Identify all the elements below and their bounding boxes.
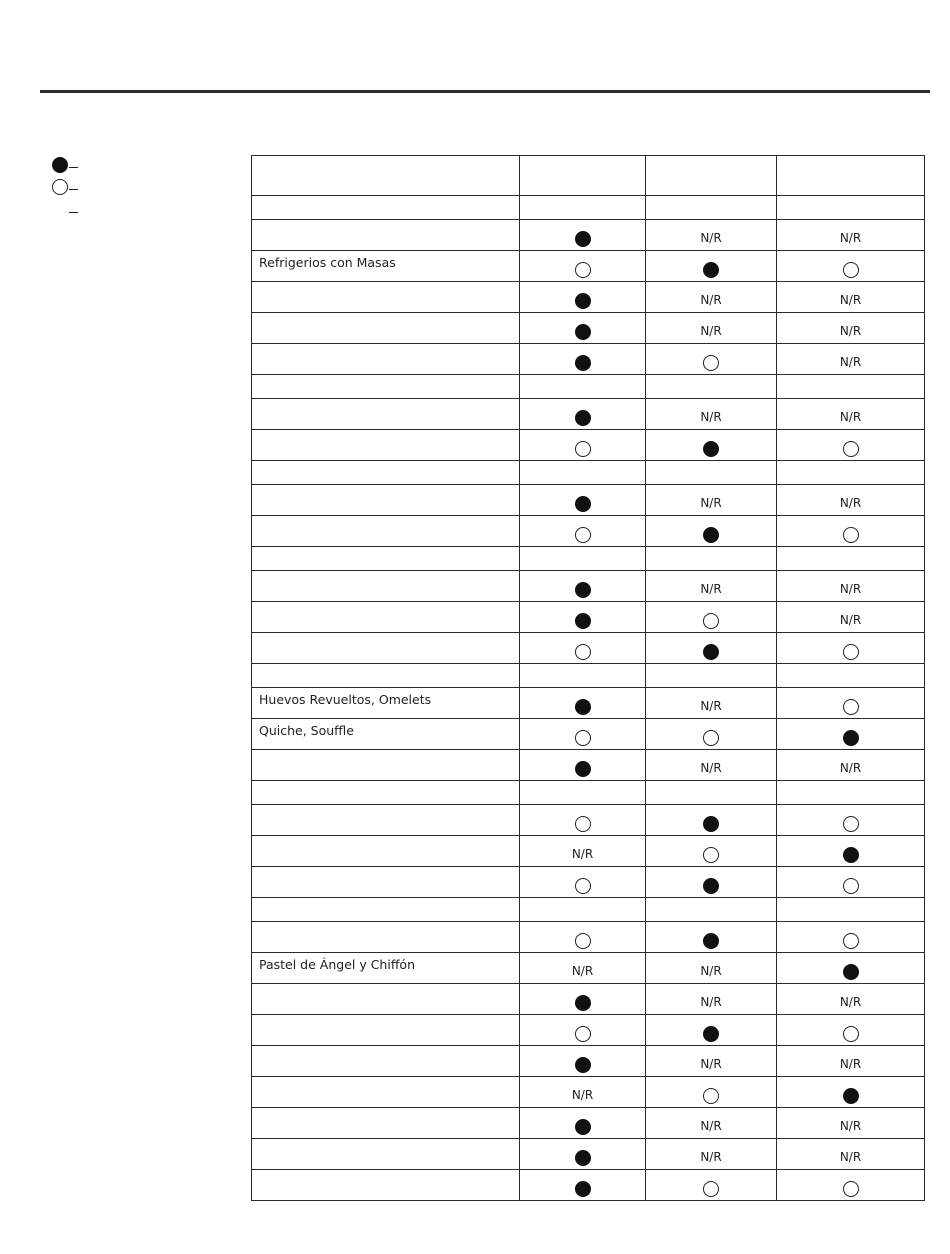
not-recommended-text: N/R [700, 324, 722, 338]
open-circle-icon [843, 527, 859, 543]
table-row [252, 1077, 925, 1108]
mode-3-cell [777, 220, 925, 251]
table-row [252, 688, 925, 719]
table-row [252, 1139, 925, 1170]
table-row [252, 750, 925, 781]
table-row [252, 571, 925, 602]
mode-1-cell [520, 485, 646, 516]
table-row [252, 984, 925, 1015]
table-section-row [252, 461, 925, 485]
open-circle-icon [575, 441, 591, 457]
open-circle-icon [575, 1026, 591, 1042]
mode-2-cell [646, 220, 777, 251]
table-row [252, 633, 925, 664]
filled-circle-icon [575, 231, 591, 247]
mode-1-cell [520, 633, 646, 664]
food-cell [252, 196, 520, 220]
open-circle-icon [575, 816, 591, 832]
mode-1-cell [520, 1170, 646, 1201]
mode-3-cell [777, 805, 925, 836]
open-circle-icon [703, 847, 719, 863]
open-circle-icon [575, 933, 591, 949]
filled-circle-icon [843, 964, 859, 980]
food-cell [252, 430, 520, 461]
mode-3-cell [777, 984, 925, 1015]
table-section-row [252, 547, 925, 571]
food-cell [252, 485, 520, 516]
food-cell [252, 633, 520, 664]
open-circle-icon [843, 644, 859, 660]
filled-circle-icon [575, 355, 591, 371]
filled-circle-icon [843, 847, 859, 863]
not-recommended-text: N/R [700, 964, 722, 978]
open-circle-icon [52, 179, 68, 195]
mode-3-cell [777, 571, 925, 602]
mode-3-cell [777, 719, 925, 750]
not-recommended-text: N/R [571, 1088, 594, 1102]
mode-1-cell [520, 719, 646, 750]
not-recommended-text: N/R [839, 1119, 862, 1133]
mode-2-cell [646, 664, 777, 688]
mode-2-cell [646, 571, 777, 602]
table-section-row [252, 375, 925, 399]
mode-3-cell [777, 547, 925, 571]
mode-2-cell [646, 485, 777, 516]
header-food [252, 156, 520, 196]
mode-3-cell [777, 602, 925, 633]
not-recommended-text: N/R [571, 847, 594, 861]
mode-2-cell [646, 313, 777, 344]
mode-2-cell [646, 633, 777, 664]
filled-circle-icon [575, 324, 591, 340]
legend-dash [69, 167, 78, 168]
open-circle-icon [575, 644, 591, 660]
header-mode-3 [777, 156, 925, 196]
open-circle-icon [843, 441, 859, 457]
table-row [252, 1108, 925, 1139]
mode-1-cell [520, 516, 646, 547]
mode-2-cell [646, 430, 777, 461]
mode-2-cell [646, 1077, 777, 1108]
mode-1-cell [520, 571, 646, 602]
filled-circle-icon [575, 582, 591, 598]
not-recommended-text: N/R [839, 410, 862, 424]
not-recommended-text: N/R [839, 995, 862, 1009]
food-cell [252, 719, 520, 750]
food-cell [252, 313, 520, 344]
legend-row-acceptable [52, 176, 112, 198]
table-row [252, 836, 925, 867]
food-cell [252, 867, 520, 898]
table-section-row [252, 781, 925, 805]
mode-1-cell [520, 547, 646, 571]
table-row [252, 251, 925, 282]
mode-1-cell [520, 984, 646, 1015]
filled-circle-icon [703, 1026, 719, 1042]
food-label: Huevos Revueltos, Omelets [259, 692, 432, 707]
mode-1-cell [520, 781, 646, 805]
open-circle-icon [843, 878, 859, 894]
mode-3-cell [777, 399, 925, 430]
open-circle-icon [843, 1026, 859, 1042]
mode-1-cell [520, 344, 646, 375]
header-mode-2 [646, 156, 777, 196]
mode-2-cell [646, 781, 777, 805]
table-row [252, 430, 925, 461]
food-cell [252, 344, 520, 375]
mode-1-cell [520, 898, 646, 922]
filled-circle-icon [703, 878, 719, 894]
food-cell [252, 664, 520, 688]
mode-3-cell [777, 1077, 925, 1108]
table-row [252, 516, 925, 547]
table-row [252, 1170, 925, 1201]
mode-3-cell [777, 1139, 925, 1170]
filled-circle-icon [703, 262, 719, 278]
table-section-row [252, 664, 925, 688]
food-cell [252, 1077, 520, 1108]
food-cell [252, 602, 520, 633]
open-circle-icon [843, 699, 859, 715]
mode-1-cell [520, 836, 646, 867]
open-circle-icon [843, 816, 859, 832]
food-cell [252, 571, 520, 602]
mode-3-cell [777, 516, 925, 547]
mode-2-cell [646, 1108, 777, 1139]
mode-2-cell [646, 867, 777, 898]
food-cell [252, 984, 520, 1015]
mode-3-cell [777, 1170, 925, 1201]
mode-3-cell [777, 633, 925, 664]
filled-circle-icon [703, 816, 719, 832]
mode-2-cell [646, 898, 777, 922]
not-recommended-text: N/R [700, 293, 722, 307]
mode-3-cell [777, 781, 925, 805]
filled-circle-icon [575, 1119, 591, 1135]
mode-2-cell [646, 1139, 777, 1170]
food-cell [252, 898, 520, 922]
food-cell [252, 547, 520, 571]
food-cell [252, 1170, 520, 1201]
open-circle-icon [843, 1181, 859, 1197]
mode-2-cell [646, 1015, 777, 1046]
mode-2-cell [646, 282, 777, 313]
table-row [252, 344, 925, 375]
not-recommended-text: N/R [700, 761, 722, 775]
table-row [252, 805, 925, 836]
food-cell [252, 805, 520, 836]
legend-row-recommended [52, 154, 112, 176]
not-recommended-text: N/R [700, 582, 722, 596]
mode-3-cell [777, 251, 925, 282]
mode-2-cell [646, 953, 777, 984]
food-cell [252, 1015, 520, 1046]
not-recommended-text: N/R [839, 293, 862, 307]
filled-circle-icon [575, 613, 591, 629]
mode-1-cell [520, 1046, 646, 1077]
mode-1-cell [520, 953, 646, 984]
filled-circle-icon [575, 410, 591, 426]
filled-circle-icon [843, 730, 859, 746]
food-cell [252, 251, 520, 282]
not-recommended-text: N/R [700, 1057, 722, 1071]
filled-circle-icon [703, 933, 719, 949]
mode-2-cell [646, 196, 777, 220]
food-cell [252, 781, 520, 805]
filled-circle-icon [575, 496, 591, 512]
mode-1-cell [520, 282, 646, 313]
food-cell [252, 836, 520, 867]
filled-circle-icon [575, 1181, 591, 1197]
mode-1-cell [520, 430, 646, 461]
filled-circle-icon [843, 1088, 859, 1104]
filled-circle-icon [52, 157, 68, 173]
mode-3-cell [777, 282, 925, 313]
table-row [252, 953, 925, 984]
mode-2-cell [646, 984, 777, 1015]
mode-3-cell [777, 485, 925, 516]
mode-2-cell [646, 719, 777, 750]
mode-1-cell [520, 1139, 646, 1170]
mode-3-cell [777, 898, 925, 922]
mode-1-cell [520, 688, 646, 719]
not-recommended-text: N/R [700, 1119, 722, 1133]
legend-row-not-recommended [52, 198, 112, 220]
open-circle-icon [575, 878, 591, 894]
mode-1-cell [520, 220, 646, 251]
filled-circle-icon [703, 441, 719, 457]
mode-1-cell [520, 196, 646, 220]
food-cell [252, 220, 520, 251]
food-cell [252, 922, 520, 953]
not-recommended-text: N/R [700, 231, 722, 245]
mode-2-cell [646, 922, 777, 953]
food-cell [252, 375, 520, 399]
not-recommended-text: N/R [839, 1150, 862, 1164]
not-recommended-text: N/R [571, 964, 594, 978]
mode-2-cell [646, 251, 777, 282]
mode-1-cell [520, 1077, 646, 1108]
table-row [252, 867, 925, 898]
mode-2-cell [646, 805, 777, 836]
mode-2-cell [646, 461, 777, 485]
food-cell [252, 461, 520, 485]
table-section-row [252, 898, 925, 922]
mode-2-cell [646, 836, 777, 867]
mode-2-cell [646, 399, 777, 430]
open-circle-icon [703, 1088, 719, 1104]
mode-3-cell [777, 461, 925, 485]
food-label: Refrigerios con Masas [259, 255, 396, 270]
mode-2-cell [646, 1046, 777, 1077]
mode-3-cell [777, 922, 925, 953]
mode-3-cell [777, 750, 925, 781]
filled-circle-icon [575, 761, 591, 777]
mode-1-cell [520, 1108, 646, 1139]
filled-circle-icon [575, 1057, 591, 1073]
food-cell [252, 750, 520, 781]
legend [52, 154, 112, 220]
table-row [252, 485, 925, 516]
top-rule [40, 90, 930, 93]
table-row [252, 313, 925, 344]
not-recommended-text: N/R [839, 582, 862, 596]
table-row [252, 1015, 925, 1046]
mode-3-cell [777, 867, 925, 898]
mode-3-cell [777, 313, 925, 344]
mode-3-cell [777, 375, 925, 399]
mode-3-cell [777, 664, 925, 688]
mode-2-cell [646, 516, 777, 547]
mode-2-cell [646, 344, 777, 375]
not-recommended-text: N/R [700, 1150, 722, 1164]
mode-1-cell [520, 313, 646, 344]
table-row [252, 719, 925, 750]
filled-circle-icon [703, 644, 719, 660]
not-recommended-text: N/R [839, 231, 862, 245]
mode-2-cell [646, 547, 777, 571]
open-circle-icon [843, 262, 859, 278]
mode-1-cell [520, 399, 646, 430]
food-cell [252, 1046, 520, 1077]
not-recommended-text: N/R [839, 1057, 862, 1071]
mode-3-cell [777, 836, 925, 867]
mode-1-cell [520, 1015, 646, 1046]
mode-3-cell [777, 196, 925, 220]
not-recommended-text: N/R [839, 496, 862, 510]
food-cell [252, 516, 520, 547]
table-header-row [252, 156, 925, 196]
mode-1-cell [520, 664, 646, 688]
mode-1-cell [520, 251, 646, 282]
food-cell [252, 953, 520, 984]
filled-circle-icon [575, 293, 591, 309]
table-section-row [252, 196, 925, 220]
mode-1-cell [520, 805, 646, 836]
open-circle-icon [575, 527, 591, 543]
table-row [252, 602, 925, 633]
mode-2-cell [646, 375, 777, 399]
table-row [252, 282, 925, 313]
food-cell [252, 1108, 520, 1139]
food-cell [252, 399, 520, 430]
not-recommended-text: N/R [700, 995, 722, 1009]
filled-circle-icon [703, 527, 719, 543]
food-label: Pastel de Ángel y Chiffón [259, 957, 416, 972]
mode-1-cell [520, 461, 646, 485]
food-cell [252, 282, 520, 313]
mode-2-cell [646, 688, 777, 719]
not-recommended-text: N/R [700, 699, 722, 713]
open-circle-icon [703, 1181, 719, 1197]
mode-2-cell [646, 602, 777, 633]
not-recommended-text: N/R [700, 410, 722, 424]
mode-3-cell [777, 953, 925, 984]
table-row [252, 399, 925, 430]
not-recommended-text: N/R [839, 355, 862, 369]
legend-dash [69, 189, 78, 190]
mode-3-cell [777, 344, 925, 375]
mode-3-cell [777, 1015, 925, 1046]
mode-1-cell [520, 602, 646, 633]
mode-3-cell [777, 688, 925, 719]
mode-1-cell [520, 375, 646, 399]
table-row [252, 922, 925, 953]
mode-3-cell [777, 1108, 925, 1139]
not-recommended-text: N/R [839, 324, 862, 338]
open-circle-icon [703, 730, 719, 746]
table-row [252, 1046, 925, 1077]
mode-1-cell [520, 750, 646, 781]
cooking-mode-table [251, 155, 925, 1201]
open-circle-icon [703, 355, 719, 371]
mode-2-cell [646, 750, 777, 781]
legend-dash [69, 212, 78, 213]
header-mode-1 [520, 156, 646, 196]
filled-circle-icon [575, 995, 591, 1011]
food-cell [252, 1139, 520, 1170]
not-recommended-text: N/R [839, 761, 862, 775]
mode-1-cell [520, 867, 646, 898]
mode-1-cell [520, 922, 646, 953]
not-recommended-text: N/R [839, 613, 862, 627]
food-cell [252, 688, 520, 719]
filled-circle-icon [575, 1150, 591, 1166]
mode-2-cell [646, 1170, 777, 1201]
food-label: Quiche, Souffle [259, 723, 354, 738]
open-circle-icon [575, 262, 591, 278]
mode-3-cell [777, 430, 925, 461]
not-recommended-text: N/R [700, 496, 722, 510]
filled-circle-icon [575, 699, 591, 715]
mode-3-cell [777, 1046, 925, 1077]
open-circle-icon [843, 933, 859, 949]
table-row [252, 220, 925, 251]
open-circle-icon [575, 730, 591, 746]
open-circle-icon [703, 613, 719, 629]
